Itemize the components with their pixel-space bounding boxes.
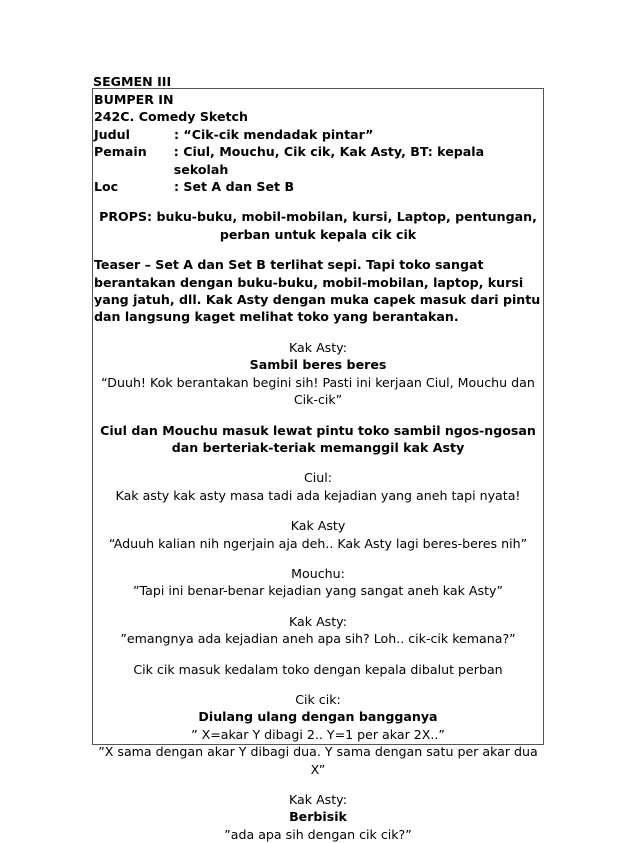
field-key: Pemain	[94, 144, 147, 160]
dialogue-line: ”Tapi ini benar-benar kejadian yang sangat aneh kak Asty”	[133, 583, 503, 599]
segment-title: SEGMEN III	[93, 74, 172, 89]
speaker-name: Mouchu:	[291, 565, 345, 581]
dialogue-line: Kak asty kak asty masa tadi ada kejadian yang aneh tapi nyata!	[115, 487, 521, 503]
stage-direction: Sambil beres beres	[249, 357, 387, 373]
dialogue-line: ”ada apa sih dengan cik cik?”	[224, 826, 412, 842]
speaker-name: Ciul:	[303, 470, 333, 486]
dialogue-line: “Duuh! Kok berantakan begini sih! Pasti ini kerjaan Ciul, Mouchu dan Cik-cik”	[101, 374, 535, 408]
stage-direction: Diulang ulang dengan bangganya	[198, 709, 438, 725]
dialogue-line: “Aduuh kalian nih ngerjain aja deh.. Kak Asty lagi beres-beres nih”	[108, 535, 528, 551]
stage-direction: Berbisik	[289, 809, 347, 825]
speaker-name: Kak Asty	[290, 518, 346, 534]
field-row-pemain	[94, 143, 542, 178]
script-box	[92, 88, 544, 842]
props-list: PROPS: buku-buku, mobil-mobilan, kursi, Laptop, pentungan, perban untuk kepala cik cik	[99, 209, 537, 242]
field-row-judul	[94, 126, 542, 143]
speaker-name: Cik cik:	[295, 691, 341, 707]
field-row-loc	[94, 178, 542, 195]
speaker-name: Kak Asty:	[289, 613, 347, 629]
action-line: Ciul dan Mouchu masuk lewat pintu toko sambil ngos-ngosan dan berteriak-teriak memanggil kak Asty	[100, 422, 536, 455]
field-value: : Set A dan Set B	[174, 179, 295, 195]
field-key: Loc	[94, 179, 119, 195]
action-line: Cik cik masuk kedalam toko dengan kepala dibalut perban	[133, 661, 503, 677]
bumper-label: BUMPER IN	[94, 92, 174, 107]
field-key: Judul	[94, 126, 130, 142]
dialogue-line: ”X sama dengan akar Y dibagi dua. Y sama dengan satu per akar dua X”	[98, 744, 538, 777]
dialogue-line: ” X=akar Y dibagi 2.. Y=1 per akar 2X..”	[191, 726, 445, 742]
speaker-name: Kak Asty:	[289, 339, 347, 355]
teaser-paragraph: Teaser – Set A dan Set B terlihat sepi. Tapi toko sangat berantakan dengan buku-buku, mobil-mobilan, laptop, kursi yang jatuh, dll. Kak Asty dengan muka capek masuk dari pintu dan langsung kaget melihat toko yang berantakan.	[94, 257, 541, 325]
field-value: : Ciul, Mouchu, Cik cik, Kak Asty, BT: kepala sekolah	[173, 144, 485, 177]
sketch-label: 242C. Comedy Sketch	[94, 109, 248, 125]
speaker-name: Kak Asty:	[289, 792, 347, 807]
field-value: : “Cik-cik mendadak pintar”	[174, 126, 374, 142]
dialogue-line: ”emangnya ada kejadian aneh apa sih? Loh.. cik-cik kemana?”	[120, 631, 516, 647]
